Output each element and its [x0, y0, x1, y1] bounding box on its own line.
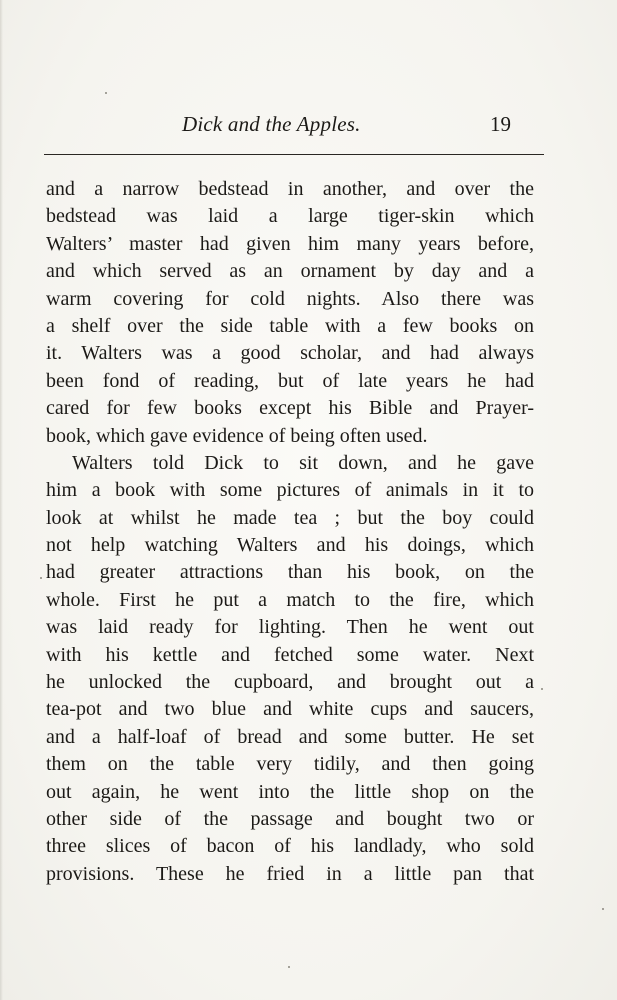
text-line: out again, he went into the little shop on the [46, 780, 534, 803]
text-line: them on the table very tidily, and then going [46, 753, 534, 776]
header-rule [44, 154, 544, 155]
paper-speck [105, 92, 107, 94]
page-number: 19 [490, 112, 511, 136]
text-line: whole. First he put a match to the fire, which [46, 588, 534, 611]
text-line: he unlocked the cupboard, and brought out a [46, 671, 534, 694]
text-line: other side of the passage and bought two or [46, 807, 534, 830]
text-line: and a narrow bedstead in another, and over the [46, 178, 534, 200]
text-line: him a book with some pictures of animals in it to [46, 479, 534, 502]
text-line: with his kettle and fetched some water. Next [46, 643, 534, 666]
text-line: three slices of bacon of his landlady, who sold [46, 835, 534, 858]
paper-speck [541, 688, 543, 690]
text-line: had greater attractions than his book, on the [46, 561, 534, 584]
text-line: bedstead was laid a large tiger-skin which [46, 205, 534, 228]
text-line: warm covering for cold nights. Also there was [46, 287, 534, 310]
body-text [46, 176, 534, 888]
text-line: it. Walters was a good scholar, and had always [46, 342, 534, 365]
text-line: book, which gave evidence of being often used. [46, 424, 428, 447]
text-line: been fond of reading, but of late years he had [46, 369, 534, 392]
text-line: not help watching Walters and his doings, which [46, 534, 534, 557]
paper-speck [40, 577, 42, 579]
text-line: Walters’ master had given him many years before, [46, 232, 534, 255]
text-line: look at whilst he made tea ; but the boy could [46, 506, 534, 529]
text-line: and a half-loaf of bread and some butter. He set [46, 725, 534, 748]
paper-speck [288, 966, 290, 968]
text-line: Walters told Dick to sit down, and he gave [72, 451, 534, 474]
text-line: a shelf over the side table with a few books on [46, 314, 534, 337]
paper-speck [602, 908, 604, 910]
running-head [0, 112, 617, 144]
page-edge-shadow [0, 0, 3, 1000]
text-line: was laid ready for lighting. Then he went out [46, 616, 534, 639]
text-line: and which served as an ornament by day and a [46, 260, 534, 283]
text-line: cared for few books except his Bible and Prayer- [46, 397, 534, 420]
text-line: tea-pot and two blue and white cups and saucers, [46, 698, 534, 721]
running-title: Dick and the Apples. [182, 112, 361, 136]
text-line: provisions. These he fried in a little pan that [46, 862, 534, 885]
